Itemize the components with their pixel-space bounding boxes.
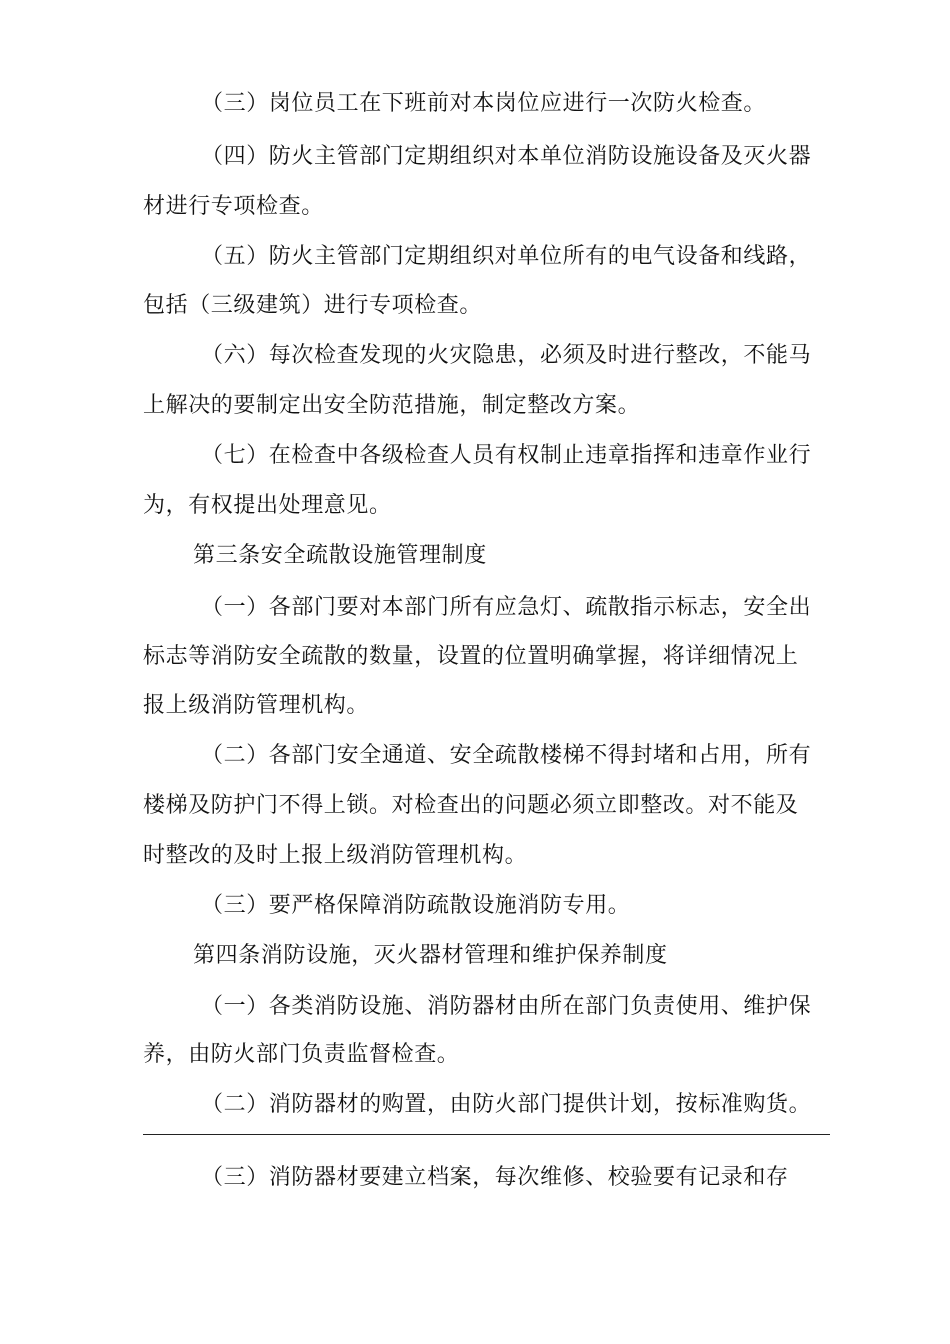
paragraph-line: 材进行专项检查。 [143, 194, 324, 219]
paragraph-line: 养，由防火部门负责监督检查。 [143, 1042, 460, 1067]
paragraph-line: （三）要严格保障消防疏散设施消防专用。 [201, 893, 631, 918]
paragraph-line: （六）每次检查发现的火灾隐患，必须及时进行整改，不能马 [201, 343, 812, 368]
paragraph-line: （三）消防器材要建立档案，每次维修、校验要有记录和存 [201, 1165, 789, 1190]
paragraph-line: （七）在检查中各级检查人员有权制止违章指挥和违章作业行 [201, 443, 812, 468]
paragraph-line: （一）各类消防设施、消防器材由所在部门负责使用、维护保 [201, 994, 812, 1019]
paragraph-line: （二）消防器材的购置，由防火部门提供计划，按标准购货。 [201, 1092, 812, 1117]
paragraph-line: （四）防火主管部门定期组织对本单位消防设施设备及灭火器 [201, 144, 812, 169]
paragraph-line: 时整改的及时上报上级消防管理机构。 [143, 843, 528, 868]
paragraph-line: 包括（三级建筑）进行专项检查。 [143, 293, 483, 318]
paragraph-line: 上解决的要制定出安全防范措施，制定整改方案。 [143, 393, 641, 418]
paragraph-line: （二）各部门安全通道、安全疏散楼梯不得封堵和占用，所有 [201, 743, 812, 768]
paragraph-line: （一）各部门要对本部门所有应急灯、疏散指示标志，安全出 [201, 595, 812, 620]
paragraph-line: 为，有权提出处理意见。 [143, 493, 392, 518]
paragraph-line: 楼梯及防护门不得上锁。对检查出的问题必须立即整改。对不能及 [143, 793, 799, 818]
paragraph-line: 标志等消防安全疏散的数量，设置的位置明确掌握，将详细情况上 [143, 644, 799, 669]
page-divider [143, 1134, 830, 1135]
paragraph-line: 报上级消防管理机构。 [143, 693, 370, 718]
paragraph-line: （五）防火主管部门定期组织对单位所有的电气设备和线路， [201, 244, 812, 269]
section-heading: 第四条消防设施，灭火器材管理和维护保养制度 [193, 943, 668, 968]
section-heading: 第三条安全疏散设施管理制度 [193, 543, 487, 568]
paragraph-line: （三）岗位员工在下班前对本岗位应进行一次防火检查。 [201, 91, 767, 116]
